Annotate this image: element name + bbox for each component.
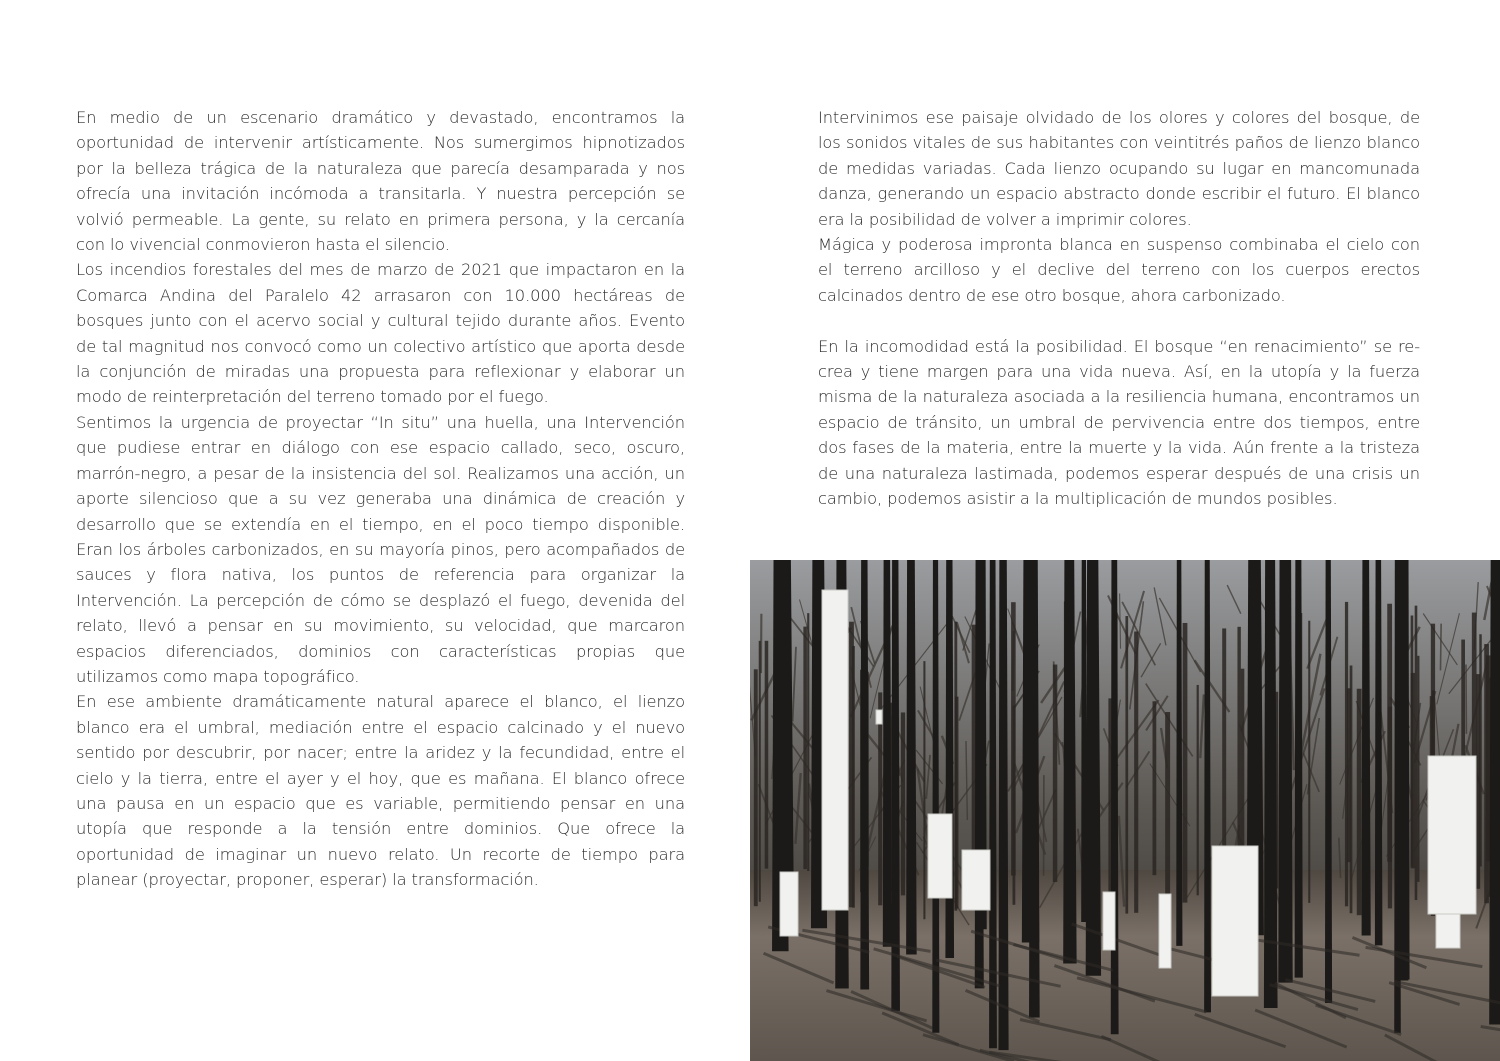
far-trunk — [1415, 606, 1418, 900]
forest-photo-illustration — [750, 560, 1500, 1061]
far-trunk — [1308, 621, 1310, 903]
far-trunk — [803, 627, 807, 870]
far-trunk — [759, 641, 761, 902]
far-trunk — [1476, 674, 1480, 889]
white-cloth — [1436, 914, 1460, 948]
paragraph: Mágica y poderosa impronta blanca en suspenso combinaba el cielo con el terreno arcilloso y el declive del terreno con los cuerpos erectos calcinados dentro de ese otro bosque, ahora carbonizado. — [818, 235, 1420, 305]
white-cloth — [780, 872, 798, 936]
far-trunk — [1197, 685, 1199, 895]
far-trunk — [1134, 632, 1138, 913]
far-trunk — [849, 622, 854, 908]
burned-forest-photo-icon — [750, 560, 1500, 1061]
white-cloth — [1428, 756, 1476, 914]
far-trunk — [1387, 604, 1392, 862]
far-trunk — [1125, 616, 1128, 914]
right-text-column — [818, 105, 1420, 511]
paragraph: Intervinimos ese paisaje olvidado de los olores y colores del bosque, de los sonidos vitales de sus habitantes con veintitrés paños de lienzo blanco de medidas variadas. Cada lienzo ocupando su lugar en mancomunada danza, generando un espacio abstracto donde escribir el futuro. El blanco era la posibilidad de volver a imprimir colores. — [818, 108, 1420, 229]
far-trunk — [1013, 706, 1016, 905]
left-text-column — [76, 105, 685, 893]
far-trunk — [1411, 616, 1414, 867]
paragraph: Los incendios forestales del mes de marzo de 2021 que impactaron en la Comarca Andina del Paralelo 42 arrasaron con 10.000 hectáreas de bosques junto con el acervo social y cultural tejido durante años. Evento de tal magnitud nos convocó como un colectivo artístico que aporta desde la conjunción de miradas una propuesta para reflexionar y elaborar un modo de reinterpretación del terreno tomado por el fuego. — [76, 260, 685, 407]
far-trunk — [901, 712, 905, 895]
far-trunk — [765, 641, 769, 869]
white-cloth — [1103, 892, 1115, 950]
white-cloth — [928, 814, 952, 898]
right-page — [750, 0, 1500, 1061]
white-cloth — [1159, 894, 1171, 968]
white-cloth — [962, 850, 990, 910]
far-trunk — [754, 669, 758, 906]
paragraph: En medio de un escenario dramático y devastado, encontramos la oportunidad de intervenir artísticamente. Nos sumergimos hipnotizados por la belleza trágica de la naturaleza que parecía desamparada y nos ofrecía una invitación incómoda a transitarla. Y nuestra percepción se volvió permeable. La gente, su relato en primera persona, y la cercanía con lo vivencial conmovieron hasta el silencio. — [76, 108, 685, 255]
paragraph: Sentimos la urgencia de proyectar “In situ” una huella, una Intervención que pudiese entrar en diálogo con ese espacio callado, seco, oscuro, marrón-negro, a pesar de la insistencia del sol. Realizamos una acción, un aporte silencioso que a su vez generaba una dinámica de creación y desarrollo que se extendía en el tiempo, en el poco tiempo disponible. Eran los árboles carbonizados, en su mayoría pinos, pero acompañados de sauces y flora nativa, los puntos de referencia para organizar la Intervención. La percepción de cómo se desplazó el fuego, devenida del relato, llevó a pensar en su movimiento, su velocidad, que marcaron espacios diferenciados, dominios con características propias que utilizamos como mapa topográfico. — [76, 412, 685, 686]
far-trunk — [923, 661, 925, 919]
white-cloth — [822, 590, 848, 910]
white-cloth — [876, 710, 882, 724]
far-trunk — [1153, 701, 1157, 875]
far-trunk — [954, 622, 957, 911]
far-trunk — [807, 613, 809, 871]
paragraph: En ese ambiente dramáticamente natural aparece el blanco, el lienzo blanco era el umbral, mediación entre el espacio calcinado y el nuevo sentido por descubrir, por nacer; entre la aridez y la fecundidad, entre el cielo y la tierra, entre el ayer y el hoy, que es mañana. El blanco ofrece una pausa en un espacio que es variable, permitiendo pensar en una utopía que responde a la tensión entre dominios. Que ofrece la oportunidad de imaginar un nuevo relato. Un recorte de tiempo para planear (proyectar, proponer, esperar) la transformación. — [76, 692, 685, 890]
white-cloth — [1212, 846, 1258, 996]
far-trunk — [1053, 665, 1057, 882]
far-trunk — [1417, 656, 1419, 882]
near-trunk — [1489, 560, 1500, 1024]
far-trunk — [1183, 623, 1188, 903]
far-trunk — [1165, 712, 1170, 904]
far-trunk — [1357, 689, 1362, 915]
branch — [1440, 624, 1441, 671]
paragraph: En la incomodidad está la posibilidad. El bosque “en renacimiento” se re-crea y tiene margen para una vida nueva. Así, en la utopía y la fuerza misma de la naturaleza asociada a la resiliencia humana, encontramos un espacio de tránsito, un umbral de pervivencia entre dos tiempos, entre dos fases de la materia, entre la muerte y la vida. Aún frente a la tristeza de una naturaleza lastimada, podemos esperar después de una crisis un cambio, podemos asistir a la multiplicación de mundos posibles. — [818, 336, 1420, 509]
far-trunk — [1347, 688, 1351, 862]
